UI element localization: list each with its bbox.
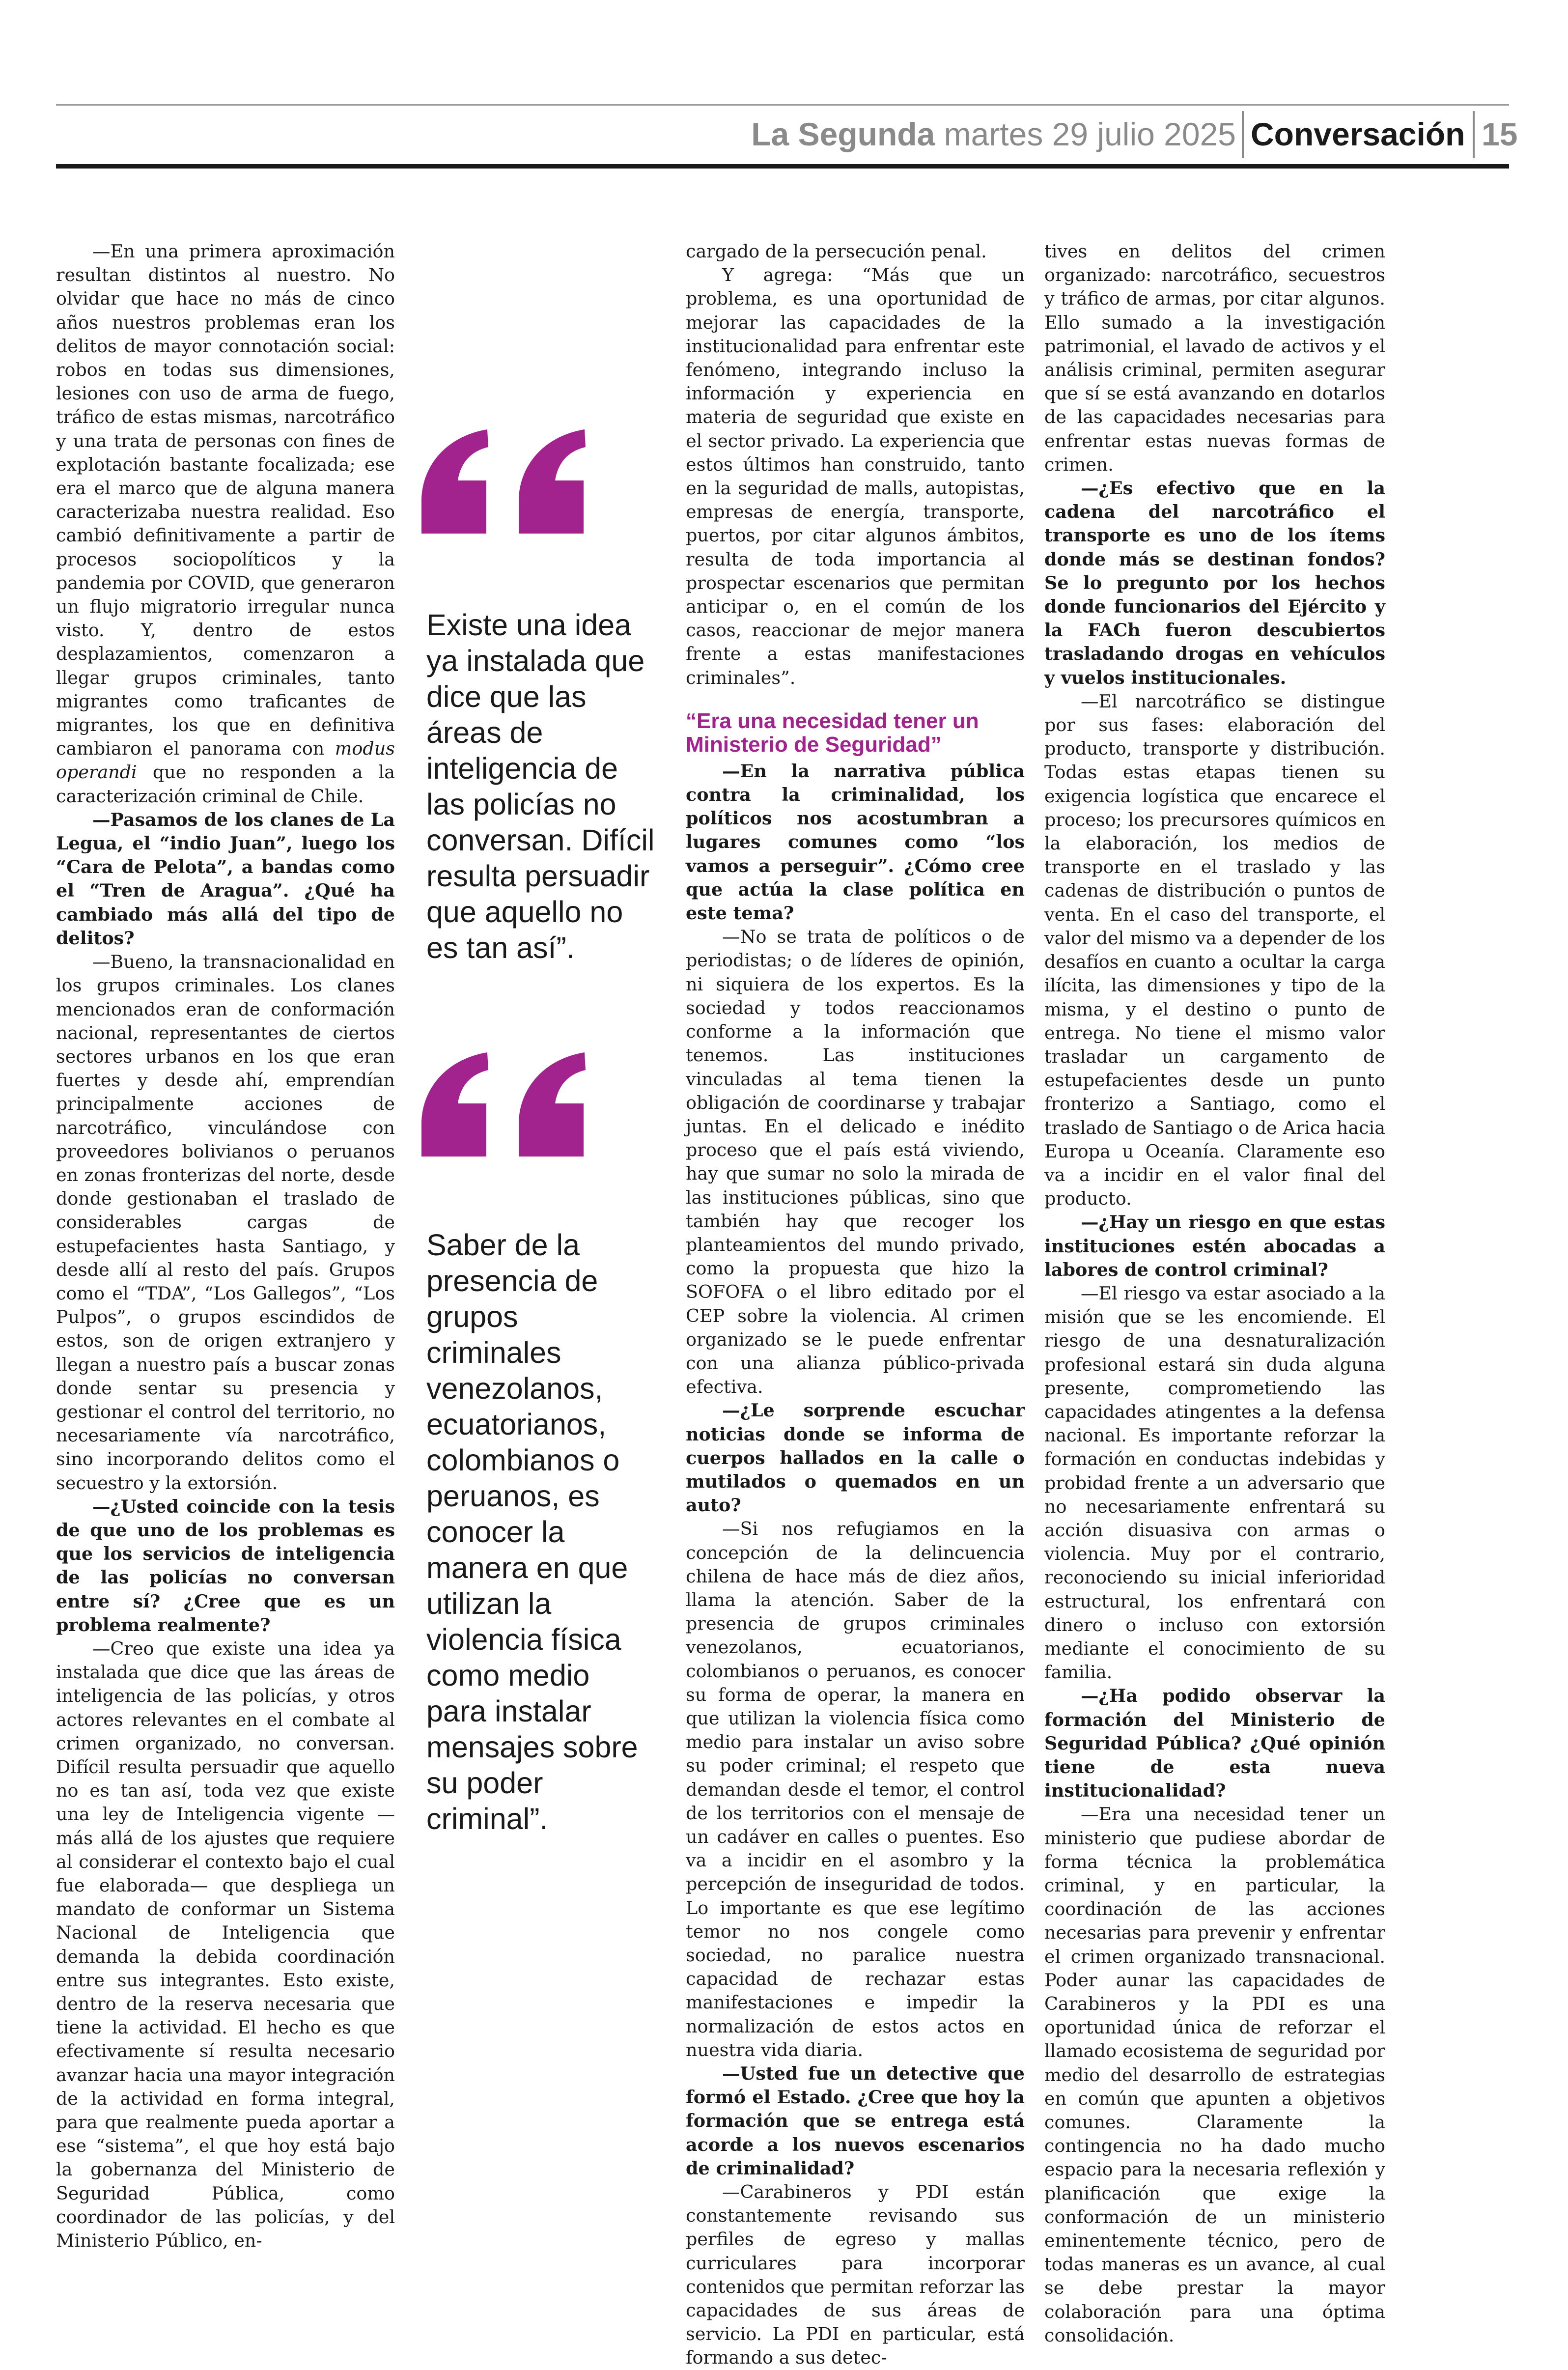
answer-paragraph: —En una primera aproximación resultan distintos al nuestro. No olvidar que hace no más de cinco años nuestros problemas eran los delitos de mayor connotación social: robos en todas sus dimensiones, lesiones con uso de arma de fuego, tráfico de estas mismas, narcotráfico y una trata de personas con fines de explotación bastante focalizada; ese era el marco que de alguna manera caracterizaba nuestra realidad. Eso cambió definitivamente a partir de procesos sociopolíticos y la pandemia por COVID, que generaron un flujo migratorio irregular nunca visto. Y, dentro de estos desplazamientos, comenzaron a llegar grupos criminales, tanto migrantes como traficantes de migrantes, los que en definitiva cambiaron el panorama con modus operandi que no responden a la caracterización criminal de Chile. xyxy=(56,241,395,807)
page-number: 15 xyxy=(1482,116,1518,152)
answer-paragraph: —El riesgo va estar asociado a la misión que se les encomiende. El riesgo de una desnaturalización profesional estará sin duda alguna presente, comprometiendo las capacidades atingentes a la defensa nacional. Es importante reforzar la formación en conductas indebidas y probidad frente a un adversario que no necesariamente enfrentará su acción disuasiva con armas o violencia. Muy por el contrario, reconociendo su inicial inferioridad estructural, los enfrentará con dinero o incluso con extorsión mediante el conocimiento de su familia. xyxy=(1044,1282,1385,1683)
pull-quote: Saber de la presencia de grupos criminales venezolanos, ecuatorianos, colombianos o peruanos, es conocer la manera en que utilizan la violencia física como medio para instalar mensajes sobre su poder criminal”. xyxy=(426,1228,638,1835)
answer-paragraph: —Bueno, la transnacionalidad en los grupos criminales. Los clanes mencionados eran de conformación nacional, representantes de ciertos sectores urbanos en los que eran fuertes y desde ahí, emprendían principalmente acciones de narcotráfico, vinculándose con proveedores bolivianos o peruanos en zonas fronterizas del norte, desde donde gestionaban el traslado de considerables cargas de estupefacientes hasta Santiago, y desde allí al resto del país. Grupos como el “TDA”, “Los Gallegos”, “Los Pulpos”, o grupos escindidos de estos, son de origen extranjero y llegan a nuestro país a buscar zonas donde sentar su presencia y gestionar el control del territorio, no necesariamente vía narcotráfico, sino incorporando delitos como el secuestro y la extorsión. xyxy=(56,951,395,1494)
interview-question: —¿Le sorprende escuchar noticias donde se informa de cuerpos hallados en la calle o mutilados o quemados en un auto? xyxy=(686,1400,1025,1516)
open-quote-icon xyxy=(419,427,590,536)
interview-question: —Pasamos de los clanes de La Legua, el “indio Juan”, luego los “Cara de Pelota”, a bandas como el “Tren de Aragua”. ¿Qué ha cambiado más allá del tipo de delitos? xyxy=(56,809,395,949)
article-column-2 xyxy=(686,240,1025,2370)
answer-paragraph: cargado de la persecución penal. xyxy=(686,241,987,262)
section-name: Conversación xyxy=(1251,116,1465,152)
italic-term: modus operandi xyxy=(56,738,395,783)
answer-paragraph: —No se trata de políticos o de periodistas; o de líderes de opinión, ni siquiera de los expertos. Es la sociedad y todos reaccionamos conforme a la información que tenemos. Las instituciones vinculadas al tema tienen la obligación de coordinarse y trabajar juntas. En el delicado e inédito proceso que el país está viviendo, hay que sumar no solo la mirada de las instituciones públicas, sino que también hay que recoger los planteamientos del mundo privado, como la propuesta que hizo la SOFOFA o el libro editado por el CEP sobre la violencia. Al crimen organizado se le puede enfrentar con una alianza público-privada efectiva. xyxy=(686,926,1025,1398)
answer-paragraph: —El narcotráfico se distingue por sus fases: elaboración del producto, transporte y distribución. Todas estas etapas tienen su exigencia logística que encarece el proceso; los precursores químicos en la elaboración, los medios de transporte en el traslado y las cadenas de distribución o puntos de venta. En el caso del transporte, el valor del mismo va a depender de los desafíos en cuanto a ocultar la carga ilícita, las dimensiones y tipo de la misma, y el destino o punto de entrega. No tiene el mismo valor trasladar un cargamento de estupefacientes desde un punto fronterizo a Santiago, como el traslado de Santiago o de Arica hacia Europa u Oceanía. Claramente eso va a incidir en el valor final del producto. xyxy=(1044,690,1385,1210)
open-quote-icon xyxy=(419,1050,590,1158)
interview-question: —¿Ha podido observar la formación del Ministerio de Seguridad Pública? ¿Qué opinión tiene de esta nueva institucionalidad? xyxy=(1044,1685,1385,1802)
masthead xyxy=(751,105,1236,163)
header-divider xyxy=(1473,111,1475,158)
article-column-3 xyxy=(1044,240,1385,2347)
answer-paragraph: —Carabineros y PDI están constantemente revisando sus perfiles de egreso y mallas curriculares para incorporar contenidos que permitan reforzar las capacidades de sus áreas de servicio. La PDI en particular, está formando a sus detec- xyxy=(686,2181,1025,2369)
answer-paragraph: —Si nos refugiamos en la concepción de la delincuencia chilena de hace más de diez años, llama la atención. Saber de la presencia de grupos criminales venezolanos, ecuatorianos, colombianos o peruanos, es conocer su forma de operar, la manera en que utilizan la violencia física como medio para instalar un aviso sobre su poder criminal; el respeto que demandan desde el temor, el control de los territorios con el mensaje de un cadáver en calles o puentes. Eso va a incidir en el asombro y la percepción de inseguridad de todos. Lo importante es que ese legítimo temor no nos congele como sociedad, no paralice nuestra capacidad de rechazar estas manifestaciones e impedir la normalización de estos actos en nuestra vida diaria. xyxy=(686,1518,1025,2060)
interview-question: —¿Es efectivo que en la cadena del narcotráfico el transporte es uno de los ítems donde más se destinan fondos? Se lo pregunto por los hechos donde funcionarios del Ejército y la FACh fueron descubiertos trasladando drogas en vehículos y vuelos institucionales. xyxy=(1044,478,1385,688)
header-bottom-rule xyxy=(56,164,1509,169)
answer-paragraph: —Creo que existe una idea ya instalada que dice que las áreas de inteligencia de las policías, y otros actores relevantes en el combate al crimen organizado, no conversan. Difícil resulta persuadir que aquello no es tan así, toda vez que existe una ley de Inteligencia vigente —más allá de los ajustes que requiere al considerar el contexto bajo el cual fue elaborada— que despliega un mandato de conformar un Sistema Nacional de Inteligencia que demanda la debida coordinación entre sus integrantes. Esto existe, dentro de la reserva necesaria que tiene la actividad. El hecho es que efectivamente sí resulta necesario avanzar hacia una mayor integración de la actividad en forma integral, para que realmente pueda aportar a ese “sistema”, el que hoy está bajo la gobernanza del Ministerio de Seguridad Pública, como coordinador de las policías, y del Ministerio Público, en- xyxy=(56,1637,395,2252)
issue-date: martes 29 julio 2025 xyxy=(944,116,1236,152)
answer-paragraph: tives en delitos del crimen organizado: narcotráfico, secuestros y tráfico de armas, por citar algunos. Ello sumado a la investigación patrimonial, el lavado de activos y el análisis criminal, permiten asegurar que sí se está avanzando en dotarlos de las capacidades necesarias para enfrentar estas nuevas formas de crimen. xyxy=(1044,241,1385,475)
interview-question: —Usted fue un detective que formó el Estado. ¿Cree que hoy la formación que se entrega está acorde a los nuevos escenarios de criminalidad? xyxy=(686,2063,1025,2179)
header-divider xyxy=(1242,111,1244,158)
interview-question: —¿Usted coincide con la tesis de que uno de los problemas es que los servicios de inteligencia de las policías no conversan entre sí? ¿Cree que es un problema realmente? xyxy=(56,1495,395,1636)
answer-paragraph: Y agrega: “Más que un problema, es una oportunidad de mejorar las capacidades de la institucionalidad para enfrentar este fenómeno, integrando incluso la información y experiencia en materia de seguridad que existe en el sector privado. La experiencia que estos últimos han construido, tanto en la seguridad de malls, autopistas, empresas de energía, transporte, puertos, por citar algunos ámbitos, resulta de toda importancia al prospectar escenarios que permitan anticipar o, en el común de los casos, reaccionar de mejor manera frente a estas manifestaciones criminales”. xyxy=(686,264,1025,688)
section-subheading: “Era una necesidad tener un Ministerio de Seguridad” xyxy=(686,708,979,757)
interview-question: —¿Hay un riesgo en que estas instituciones estén abocadas a labores de control criminal? xyxy=(1044,1212,1385,1280)
newspaper-name: La Segunda xyxy=(751,116,935,152)
article-column-1 xyxy=(56,240,395,2253)
interview-question: —En la narrativa pública contra la criminalidad, los políticos nos acostumbran a lugares comunes como “los vamos a perseguir”. ¿Cómo cree que actúa la clase política en este tema? xyxy=(686,760,1025,924)
answer-paragraph: —Era una necesidad tener un ministerio que pudiese abordar de forma técnica la problemática criminal, y en particular, la coordinación de las acciones necesarias para prevenir y enfrentar el crimen organizado transnacional. Poder aunar las capacidades de Carabineros y la PDI es una oportunidad única de reforzar el llamado ecosistema de seguridad por medio del desarrollo de estrategias en común que apunten a objetivos comunes. Claramente la contingencia no ha dado mucho espacio para la necesaria reflexión y planificación que exige la conformación de un ministerio eminentemente técnico, pero de todas maneras es un avance, al cual se debe prestar la mayor colaboración para una óptima consolidación. xyxy=(1044,1804,1385,2346)
pull-quote: Existe una idea ya instalada que dice que las áreas de inteligencia de las policías no conversan. Difícil resulta persuadir que aquello no es tan así”. xyxy=(426,608,655,964)
